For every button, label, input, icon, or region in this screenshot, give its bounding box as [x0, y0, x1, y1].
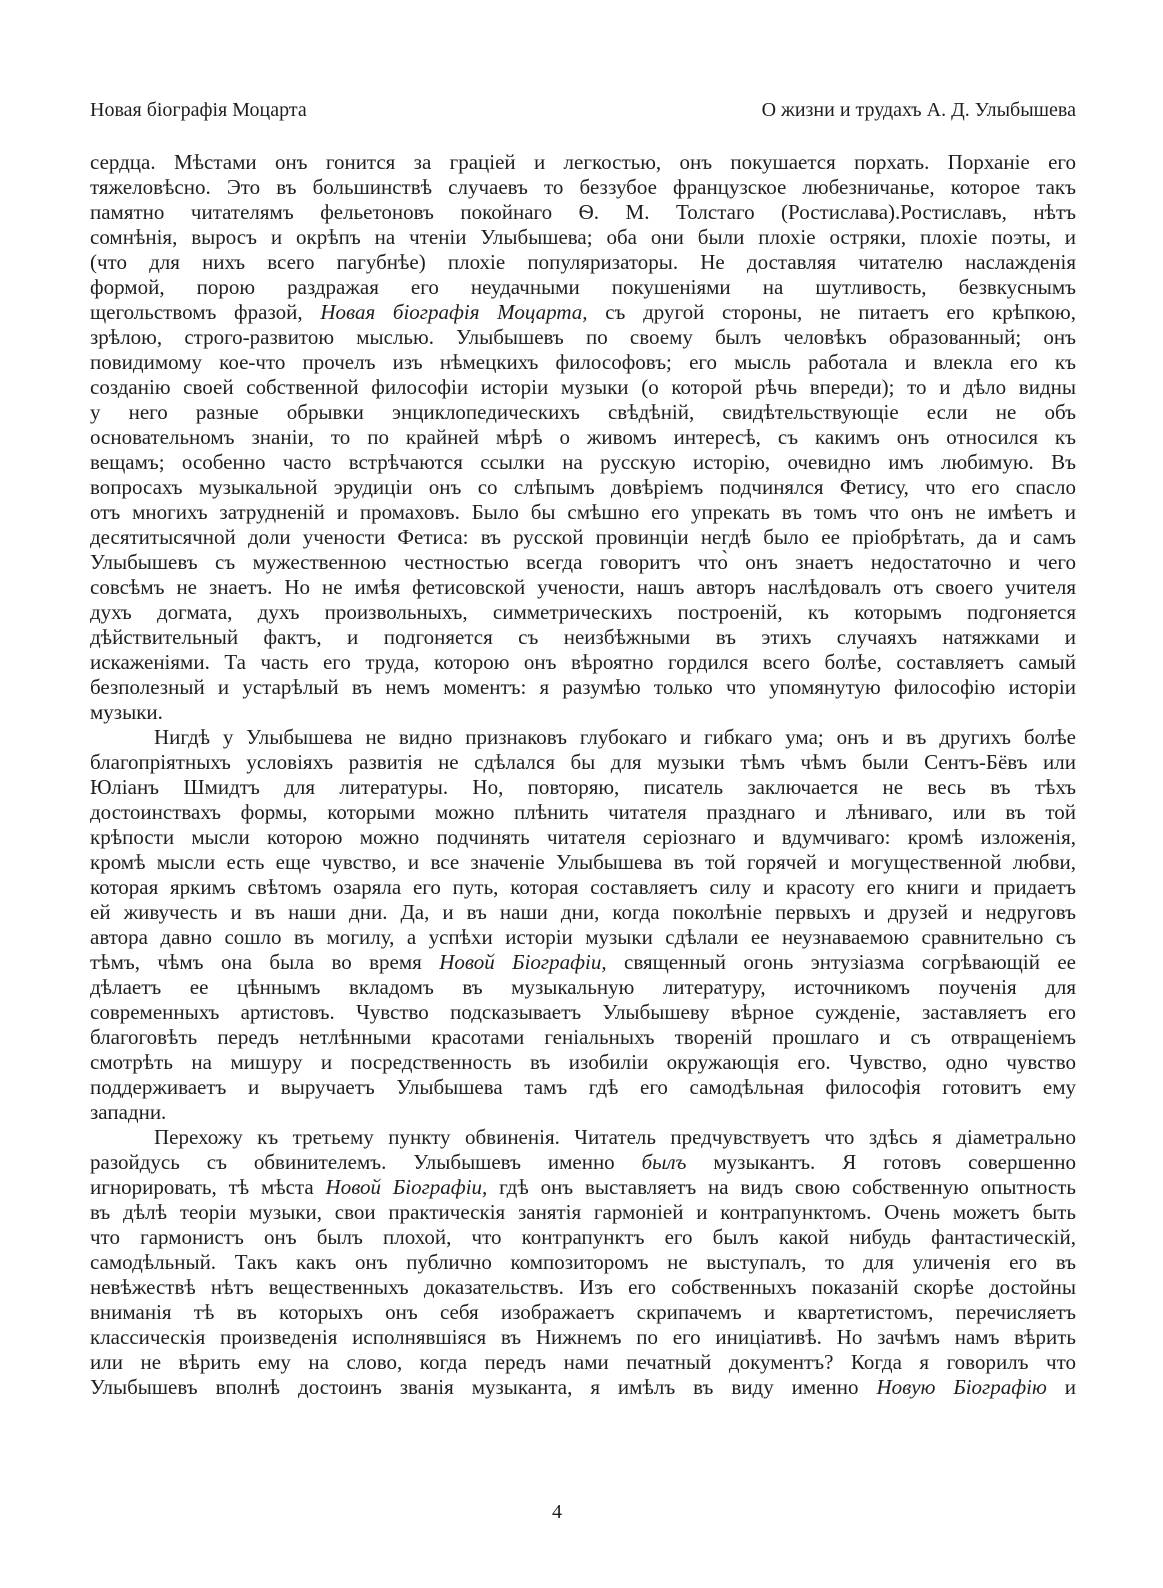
text-line: вопросахъ музыкальной эрудиціи онъ со слѣпымъ довѣріемъ подчинялся Фетису, что его спасло [90, 475, 1076, 499]
page-number: 4 [552, 1501, 562, 1523]
text-line: духъ догмата, духъ произвольныхъ, симметрическихъ построеній, къ которымъ подгоняется [90, 600, 1076, 624]
text-line: или не вѣрить ему на слово, когда передъ нами печатный документъ? Когда я говорилъ что [90, 1350, 1076, 1374]
text-line: что гармонистъ онъ былъ плохой, что контрапунктъ его былъ какой нибудь фантастическій, [90, 1225, 1076, 1249]
text-line: ей живучесть и въ наши дни. Да, и въ наши дни, когда поколѣніе первыхъ и друзей и недруговъ [90, 900, 1076, 924]
text-run: разойдусь съ обвинителемъ. Улыбышевъ именно [90, 1150, 642, 1174]
text-run: священный огонь энтузіазма согрѣвающій ее [606, 950, 1076, 974]
text-line: крѣпости мысли которою можно подчинять читателя серіознаго и вдумчиваго: кромѣ изложенія, [90, 825, 1076, 849]
running-header-right: О жизни и трудахъ А. Д. Улыбышева [761, 99, 1076, 121]
text-line: автора давно сошло въ могилу, а успѣхи исторіи музыки сдѣлали ее неузнаваемою сравнительно съ [90, 925, 1076, 949]
text-line: десятитысячной доли учености Фетиса: въ русской провинціи негдѣ было ее пріобрѣтать, да и самъ [90, 525, 1076, 549]
text-run: гдѣ онъ выставляетъ на видъ свою собственную опытность [487, 1175, 1076, 1199]
text-line: Юліанъ Шмидтъ для литературы. Но, повторяю, писатель заключается не весь въ тѣхъ [90, 775, 1076, 799]
text-line: у него разные обрывки энциклопедическихъ свѣдѣній, свидѣтельствующіе если не объ [90, 400, 1076, 424]
text-line: Улыбышевъ съ мужественною честностью всегда говоритъ что̀ онъ знаетъ недостаточно и чего [90, 550, 1076, 574]
paragraph [90, 1125, 1076, 1400]
italic-book-title: Новой Біографіи, [439, 950, 607, 974]
text-line [90, 950, 1076, 975]
text-line: (что для нихъ всего пагубнѣе) плохіе популяризаторы. Не доставляя читателю наслажденія [90, 250, 1076, 274]
text-line: сомнѣнія, выросъ и окрѣпъ на чтеніи Улыбышева; оба они были плохіе остряки, плохіе поэты, и [90, 225, 1076, 249]
text-line: западни. [90, 1100, 167, 1124]
text-run: съ другой стороны, не питаетъ его крѣпкою, [587, 300, 1076, 324]
italic-book-title: Новой Біографіи, [325, 1175, 488, 1199]
paragraph [90, 725, 1076, 1125]
running-header [90, 97, 1076, 123]
body-text [90, 150, 1076, 1400]
text-line: благопріятныхъ условіяхъ развитія не сдѣлался бы для музыки тѣмъ чѣмъ были Сентъ-Бёвъ или [90, 750, 1076, 774]
text-line: зрѣлою, строго-развитою мыслью. Улыбышевъ по своему былъ человѣкъ образованный; онъ [90, 325, 1076, 349]
text-line: современныхъ артистовъ. Чувство подсказываетъ Улыбышеву вѣрное сужденіе, заставляетъ его [90, 1000, 1076, 1024]
text-line: безполезный и устарѣлый въ немъ моментъ: я разумѣю только что упомянутую философію исторіи [90, 675, 1076, 699]
text-run: тѣмъ, чѣмъ она была во время [90, 950, 440, 974]
text-run: Улыбышевъ вполнѣ достоинъ званія музыканта, я имѣлъ въ виду именно [90, 1375, 877, 1399]
text-line: поддерживаетъ и выручаетъ Улыбышева тамъ гдѣ его самодѣльная философія готовитъ ему [90, 1075, 1076, 1099]
text-line: повидимому кое-что прочелъ изъ нѣмецкихъ философовъ; его мысль работала и влекла его къ [90, 350, 1076, 374]
text-line: благоговѣть передъ нетлѣнными красотами геніальныхъ твореній прошлаго и съ отвращеніемъ [90, 1025, 1076, 1049]
text-line: самодѣльный. Такъ какъ онъ публично композиторомъ не выступалъ, то для уличенія его въ [90, 1250, 1076, 1274]
text-line: музыки. [90, 700, 163, 724]
text-line: отъ многихъ затрудненій и промаховъ. Было бы смѣшно его упрекать въ томъ что онъ не имѣетъ и [90, 500, 1076, 524]
italic-book-title: Новую Біографію [876, 1375, 1047, 1399]
text-line: Нигдѣ у Улыбышева не видно признаковъ глубокаго и гибкаго ума; онъ и въ другихъ болѣе [154, 725, 1076, 749]
text-line: достоинствахъ формы, которыми можно плѣнить читателя празднаго и лѣниваго, или въ той [90, 800, 1076, 824]
text-line [90, 300, 1076, 325]
text-line: тяжеловѣсно. Это въ большинствѣ случаевъ то беззубое французское любезничанье, которое такъ [90, 175, 1076, 199]
text-line: основательномъ знаніи, то по крайней мѣрѣ о живомъ интересѣ, съ какимъ онъ относился къ [90, 425, 1076, 449]
text-line: дѣлаетъ ее цѣннымъ вкладомъ въ музыкальную литературу, источникомъ поученія для [90, 975, 1076, 999]
text-line: кромѣ мысли есть еще чувство, и все значеніе Улыбышева въ той горячей и могущественной любви, [90, 850, 1076, 874]
text-line: совсѣмъ не знаетъ. Но не имѣя фетисовской учености, нашъ авторъ наслѣдовалъ отъ своего учителя [90, 575, 1076, 599]
italic-emphasis: былъ [641, 1150, 687, 1174]
text-line: смотрѣть на мишуру и посредственность въ изобиліи окружающія его. Чувство, одно чувство [90, 1050, 1076, 1074]
text-line: дѣйствительный фактъ, и подгоняется съ неизбѣжными въ этихъ случаяхъ натяжками и [90, 625, 1076, 649]
italic-book-title: Новая біографія Моцарта, [320, 300, 588, 324]
text-line: формой, порою раздражая его неудачными покушеніями на шутливость, безвкуснымъ [90, 275, 1076, 299]
text-run: и [1046, 1375, 1077, 1399]
text-line: вещамъ; особенно часто встрѣчаются ссылки на русскую исторію, очевидно имъ любимую. Въ [90, 450, 1076, 474]
text-line: вниманія тѣ въ которыхъ онъ себя изображаетъ скрипачемъ и квартетистомъ, перечисляетъ [90, 1300, 1076, 1324]
text-line [90, 1175, 1076, 1200]
text-line: Перехожу къ третьему пункту обвиненія. Читатель предчувствуетъ что здѣсь я діаметрально [154, 1125, 1076, 1149]
text-line: памятно читателямъ фельетоновъ покойнаго Ѳ. М. Толстаго (Ростислава).Ростиславъ, нѣтъ [90, 200, 1076, 224]
running-header-left: Новая біографія Моцарта [90, 99, 307, 121]
text-line: искаженіями. Та часть его труда, которою онъ вѣроятно гордился всего болѣе, составляетъ самый [90, 650, 1076, 674]
text-line: созданію своей собственной философіи исторіи музыки (о которой рѣчь впереди); то и дѣло видны [90, 375, 1076, 399]
text-line [90, 1150, 1076, 1175]
paragraph [90, 150, 1076, 725]
text-run: игнорировать, тѣ мѣста [90, 1175, 326, 1199]
text-line: которая яркимъ свѣтомъ озаряла его путь, которая составляетъ силу и красоту его книги и придаетъ [90, 875, 1076, 899]
text-line: въ дѣлѣ теоріи музыки, свои практическія занятія гармоніей и контрапунктомъ. Очень можетъ быть [90, 1200, 1076, 1224]
text-line: классическія произведенія исполнявшіяся въ Нижнемъ по его иниціативѣ. Но зачѣмъ намъ вѣрить [90, 1325, 1076, 1349]
text-run: музыкантъ. Я готовъ совершенно [686, 1150, 1076, 1174]
text-line: невѣжествѣ нѣтъ вещественныхъ доказательствъ. Изъ его собственныхъ показаній скорѣе достойны [90, 1275, 1076, 1299]
text-run: щегольствомъ фразой, [90, 300, 321, 324]
text-line [90, 1375, 1076, 1400]
text-line: сердца. Мѣстами онъ гонится за граціей и легкостью, онъ покушается порхать. Порханіе его [90, 150, 1076, 174]
